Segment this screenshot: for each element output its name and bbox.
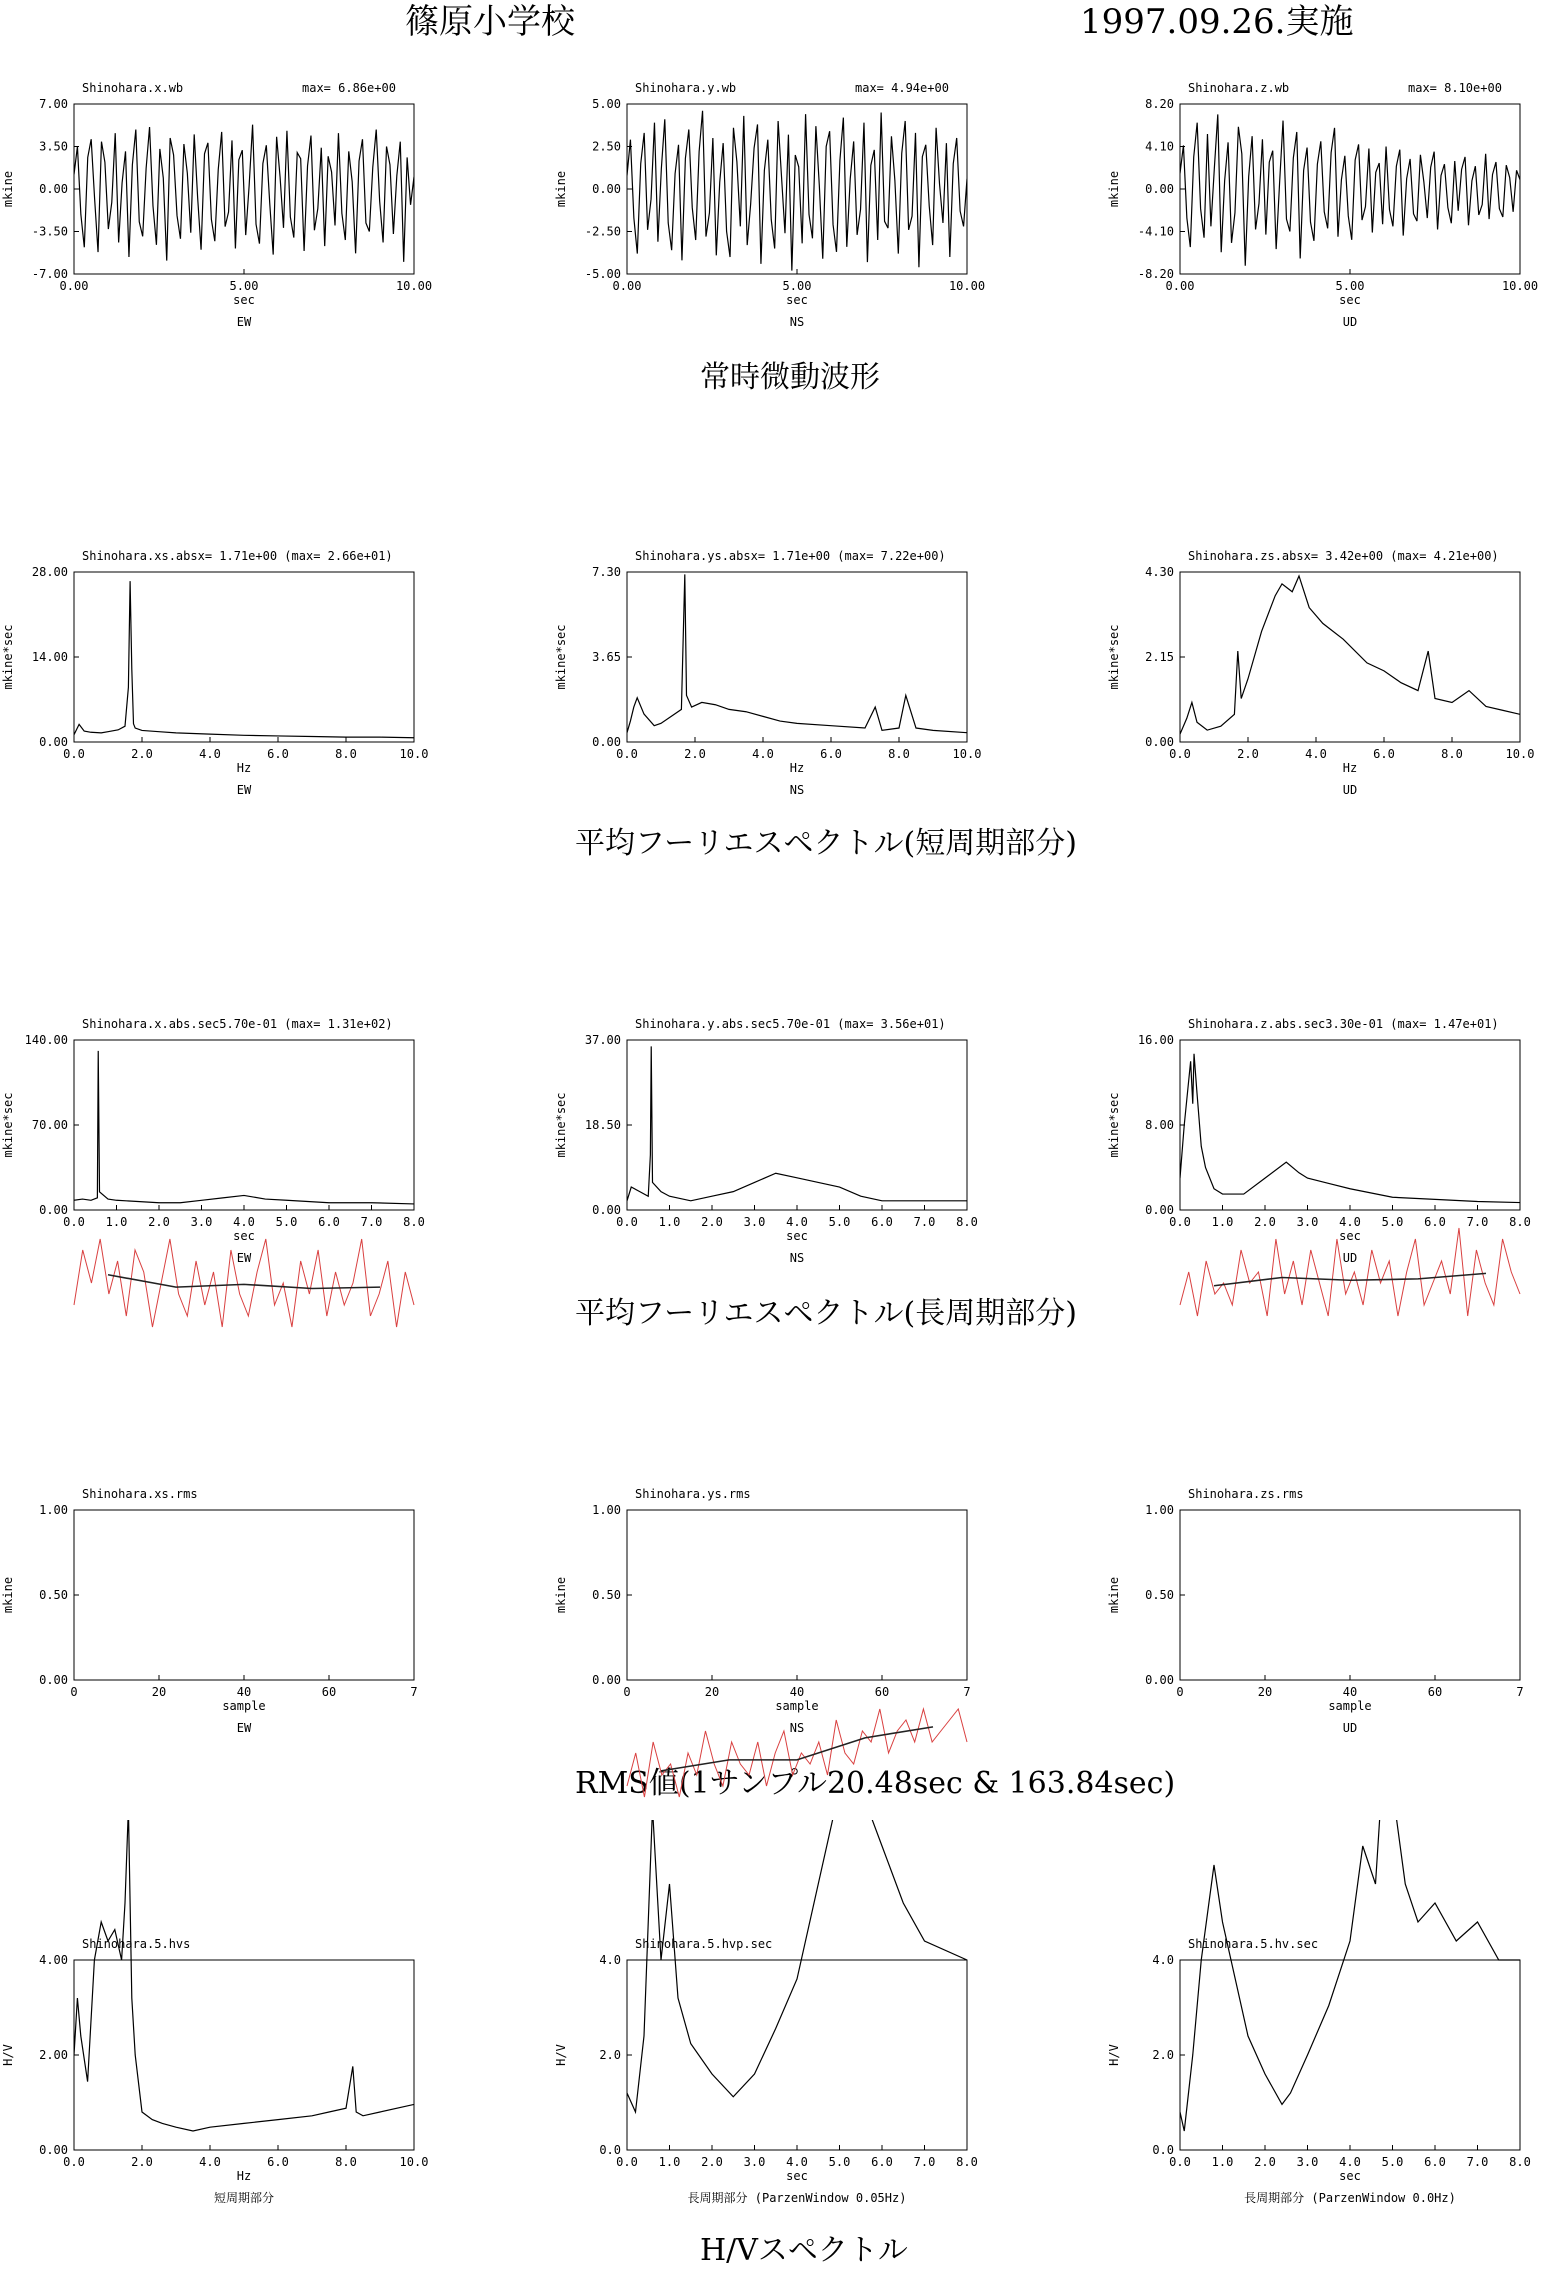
x-axis-label: sec	[233, 1229, 255, 1243]
y-tick-label: 0.00	[592, 735, 621, 749]
x-axis-label: sec	[233, 293, 255, 307]
x-tick-label: 6.0	[871, 2155, 893, 2169]
chart-title: Shinohara.5.hvs	[82, 1937, 191, 1951]
x-tick-label: 10.0	[399, 2155, 429, 2169]
x-tick-label: 2.0	[131, 2155, 153, 2169]
x-tick-label: 60	[874, 1685, 890, 1699]
y-tick-label: 4.0	[599, 1953, 621, 1967]
plot-frame	[627, 1510, 967, 1680]
survey-date: 1997.09.26.実施	[1080, 2, 1354, 42]
y-tick-label: 1.00	[1145, 1503, 1174, 1517]
x-tick-label: 4.0	[752, 747, 774, 761]
x-tick-label: 0	[1176, 1685, 1184, 1699]
x-tick-label: 8.0	[956, 1215, 978, 1229]
data-line	[1180, 1054, 1520, 1203]
y-axis-label: mkine*sec	[554, 1092, 568, 1158]
chart-4	[74, 572, 414, 742]
component-label: UD	[1342, 1251, 1358, 1265]
x-tick-label: 0.0	[616, 2155, 638, 2169]
x-tick-label: 3.0	[1296, 2155, 1319, 2169]
y-tick-label: -3.50	[31, 224, 68, 239]
x-tick-label: 40	[789, 1685, 805, 1699]
plot-frame	[627, 572, 967, 742]
x-tick-label: 3.0	[190, 1215, 213, 1229]
x-tick-label: 0.0	[63, 747, 85, 761]
y-tick-label: 4.30	[1145, 565, 1174, 579]
chart-2	[627, 104, 967, 274]
chart-title: Shinohara.xs.absx= 1.71e+00 (max= 2.66e+01)	[82, 549, 393, 563]
x-tick-label: 7.0	[913, 1215, 936, 1229]
x-tick-label: 6.0	[267, 747, 289, 761]
x-tick-label: 2.0	[148, 1215, 170, 1229]
x-tick-label: 4.0	[233, 1215, 255, 1229]
x-tick-label: 8.0	[1509, 1215, 1531, 1229]
x-tick-label: 20	[151, 1685, 167, 1699]
chart-9	[1180, 1040, 1520, 1316]
x-tick-label: 6.0	[1424, 2155, 1446, 2169]
y-tick-label: -7.00	[31, 267, 68, 281]
y-tick-label: 140.00	[24, 1033, 68, 1047]
x-tick-label: 7	[410, 1685, 418, 1699]
chart-7	[74, 1040, 414, 1327]
component-label: NS	[789, 783, 805, 797]
plot-frame	[74, 572, 414, 742]
x-tick-label: 10.0	[952, 747, 982, 761]
y-axis-label: mkine	[1, 170, 15, 208]
x-axis-label: sec	[786, 293, 808, 307]
x-tick-label: 40	[236, 1685, 252, 1699]
y-tick-label: 3.65	[592, 650, 621, 664]
component-label: UD	[1342, 783, 1358, 797]
chart-max-label: max= 8.10e+00	[1408, 81, 1502, 95]
x-tick-label: 0.0	[616, 747, 638, 761]
y-tick-label: 0.00	[592, 1203, 621, 1217]
chart-title: Shinohara.zs.rms	[1188, 1487, 1304, 1501]
x-tick-label: 4.0	[199, 2155, 221, 2169]
y-tick-label: 0.00	[39, 1203, 68, 1217]
chart-14	[627, 1778, 967, 2150]
x-tick-label: 2.0	[1254, 1215, 1276, 1229]
x-tick-label: 0.00	[612, 279, 642, 293]
x-tick-label: 5.0	[275, 1215, 298, 1229]
chart-title: Shinohara.y.wb	[635, 81, 737, 95]
chart-5	[627, 572, 967, 742]
x-tick-label: 2.0	[131, 747, 153, 761]
y-tick-label: 0.00	[1145, 1673, 1174, 1687]
x-tick-label: 8.0	[403, 1215, 425, 1229]
x-tick-label: 10.00	[395, 279, 433, 293]
y-tick-label: -2.50	[584, 224, 621, 239]
y-tick-label: 2.0	[599, 2048, 621, 2062]
x-tick-label: 8.0	[1509, 2155, 1531, 2169]
plot-frame	[74, 1040, 414, 1210]
y-tick-label: 8.20	[1145, 97, 1174, 111]
y-tick-label: -4.10	[1137, 224, 1174, 239]
y-axis-label: mkine	[1107, 170, 1121, 208]
x-tick-label: 2.0	[701, 1215, 723, 1229]
x-axis-label: Hz	[1342, 761, 1358, 775]
y-axis-label: mkine	[554, 170, 568, 208]
chart-title: Shinohara.ys.absx= 1.71e+00 (max= 7.22e+00)	[635, 549, 946, 563]
x-tick-label: 5.0	[1381, 2155, 1404, 2169]
data-line	[1180, 576, 1520, 734]
x-tick-label: 6.0	[318, 1215, 340, 1229]
x-axis-label: sec	[786, 2169, 808, 2183]
x-tick-label: 0.0	[1169, 747, 1191, 761]
y-tick-label: 7.00	[39, 97, 68, 111]
x-tick-label: 0	[623, 1685, 631, 1699]
x-tick-label: 2.0	[684, 747, 706, 761]
x-tick-label: 10.00	[948, 279, 986, 293]
y-axis-label: H/V	[1107, 2044, 1121, 2066]
x-tick-label: 10.0	[399, 747, 429, 761]
plot-frame	[1180, 1040, 1520, 1210]
y-axis-label: H/V	[1, 2044, 15, 2066]
x-tick-label: 6.0	[1373, 747, 1395, 761]
x-tick-label: 4.0	[1339, 2155, 1361, 2169]
y-tick-label: 14.00	[31, 650, 68, 664]
x-tick-label: 20	[704, 1685, 720, 1699]
y-tick-label: 0.50	[1145, 1588, 1174, 1602]
x-tick-label: 6.0	[871, 1215, 893, 1229]
x-tick-label: 4.0	[1339, 1215, 1361, 1229]
x-axis-label: sec	[786, 1229, 808, 1243]
x-tick-label: 6.0	[267, 2155, 289, 2169]
plot-frame	[1180, 1510, 1520, 1680]
chart-title: Shinohara.x.wb	[82, 81, 184, 95]
data-line	[627, 574, 967, 732]
y-axis-label: mkine*sec	[1, 1092, 15, 1158]
x-tick-label: 5.0	[1381, 1215, 1404, 1229]
y-tick-label: 0.00	[39, 182, 68, 196]
x-tick-label: 8.0	[335, 2155, 357, 2169]
x-tick-label: 4.0	[786, 2155, 808, 2169]
y-axis-label: mkine	[1, 1576, 15, 1614]
x-axis-label: sample	[775, 1699, 819, 1713]
x-axis-label: Hz	[236, 761, 252, 775]
x-tick-label: 3.0	[743, 2155, 766, 2169]
x-axis-label: Hz	[789, 761, 805, 775]
y-tick-label: 1.00	[592, 1503, 621, 1517]
x-tick-label: 4.0	[1305, 747, 1327, 761]
chart-title: Shinohara.5.hvp.sec	[635, 1937, 773, 1951]
y-tick-label: 0.00	[39, 1673, 68, 1687]
section-title-waveform: 常時微動波形	[700, 360, 880, 395]
x-tick-label: 8.0	[956, 2155, 978, 2169]
chart-11	[627, 1510, 967, 1797]
chart-max-label: max= 6.86e+00	[302, 81, 396, 95]
y-axis-label: mkine*sec	[1, 624, 15, 690]
section-title-rms: RMS値(1サンプル20.48sec & 163.84sec)	[575, 1766, 1176, 1801]
data-line	[74, 125, 414, 262]
section-title-long-fourier: 平均フーリエスペクトル(長周期部分)	[575, 1296, 1077, 1331]
y-tick-label: 8.00	[1145, 1118, 1174, 1132]
chart-max-label: max= 4.94e+00	[855, 81, 949, 95]
chart-12	[1180, 1510, 1520, 1680]
chart-title: Shinohara.xs.rms	[82, 1487, 198, 1501]
plot-frame	[74, 1510, 414, 1680]
school-title: 篠原小学校	[405, 2, 575, 42]
y-tick-label: 0.50	[39, 1588, 68, 1602]
x-tick-label: 0.00	[1165, 279, 1195, 293]
component-label: NS	[789, 1251, 805, 1265]
x-axis-label: sample	[222, 1699, 266, 1713]
x-tick-label: 7	[1516, 1685, 1524, 1699]
x-axis-label: sample	[1328, 1699, 1372, 1713]
y-tick-label: 2.00	[39, 2048, 68, 2062]
x-tick-label: 10.00	[1501, 279, 1539, 293]
y-tick-label: 7.30	[592, 565, 621, 579]
chart-title: Shinohara.y.abs.sec5.70e-01 (max= 3.56e+01)	[635, 1017, 946, 1031]
y-axis-label: mkine*sec	[554, 624, 568, 690]
chart-8	[627, 1040, 967, 1210]
x-axis-label: sec	[1339, 2169, 1361, 2183]
x-axis-label: sec	[1339, 1229, 1361, 1243]
x-tick-label: 3.0	[743, 1215, 766, 1229]
y-axis-label: mkine	[1107, 1576, 1121, 1614]
x-tick-label: 7.0	[360, 1215, 383, 1229]
y-tick-label: -8.20	[1137, 267, 1174, 281]
component-label: UD	[1342, 1721, 1358, 1735]
chart-title: Shinohara.z.wb	[1188, 81, 1290, 95]
y-tick-label: 70.00	[31, 1118, 68, 1132]
x-tick-label: 8.0	[888, 747, 910, 761]
x-tick-label: 1.0	[1211, 1215, 1234, 1229]
x-tick-label: 2.0	[701, 2155, 723, 2169]
x-tick-label: 5.00	[1335, 279, 1365, 293]
x-tick-label: 40	[1342, 1685, 1358, 1699]
component-label: EW	[236, 1721, 252, 1735]
x-tick-label: 0	[70, 1685, 78, 1699]
y-axis-label: H/V	[554, 2044, 568, 2066]
plot-frame	[627, 104, 967, 274]
x-tick-label: 7.0	[913, 2155, 936, 2169]
component-label: NS	[789, 315, 805, 329]
x-tick-label: 1.0	[1211, 2155, 1234, 2169]
chart-13	[74, 1808, 414, 2150]
x-tick-label: 5.00	[229, 279, 259, 293]
y-tick-label: 1.00	[39, 1503, 68, 1517]
component-label: EW	[236, 315, 252, 329]
x-tick-label: 7.0	[1466, 2155, 1489, 2169]
plot-frame	[1180, 1960, 1520, 2150]
y-tick-label: 0.00	[592, 182, 621, 196]
data-line	[627, 111, 967, 271]
data-line	[74, 1051, 414, 1204]
component-label: EW	[236, 783, 252, 797]
y-tick-label: 2.0	[1152, 2048, 1174, 2062]
component-label: 短周期部分	[213, 2191, 275, 2205]
chart-title: Shinohara.5.hv.sec	[1188, 1937, 1319, 1951]
x-tick-label: 3.0	[1296, 1215, 1319, 1229]
y-axis-label: mkine*sec	[1107, 624, 1121, 690]
plot-frame	[627, 1040, 967, 1210]
section-title-hv: H/Vスペクトル	[700, 2233, 908, 2268]
y-tick-label: 0.00	[39, 2143, 68, 2157]
plot-frame	[627, 1960, 967, 2150]
y-tick-label: 2.50	[592, 139, 621, 154]
component-label: UD	[1342, 315, 1358, 329]
plot-frame	[74, 1960, 414, 2150]
y-tick-label: 18.50	[584, 1118, 621, 1132]
y-tick-label: 3.50	[39, 139, 68, 154]
y-tick-label: 0.50	[592, 1588, 621, 1602]
x-axis-label: sec	[1339, 293, 1361, 307]
chart-title: Shinohara.x.abs.sec5.70e-01 (max= 1.31e+02)	[82, 1017, 393, 1031]
x-tick-label: 20	[1257, 1685, 1273, 1699]
y-tick-label: 4.00	[39, 1953, 68, 1967]
x-tick-label: 0.0	[63, 1215, 85, 1229]
y-tick-label: 0.00	[1145, 735, 1174, 749]
y-tick-label: 0.0	[1152, 2143, 1174, 2157]
plot-frame	[1180, 104, 1520, 274]
y-tick-label: 2.15	[1145, 650, 1174, 664]
component-label: NS	[789, 1721, 805, 1735]
y-tick-label: 0.0	[599, 2143, 621, 2157]
y-tick-label: 4.0	[1152, 1953, 1174, 1967]
x-tick-label: 2.0	[1254, 2155, 1276, 2169]
data-line	[74, 581, 414, 738]
x-tick-label: 5.00	[782, 279, 812, 293]
x-tick-label: 60	[321, 1685, 337, 1699]
y-tick-label: 5.00	[592, 97, 621, 111]
x-tick-label: 1.0	[658, 1215, 681, 1229]
chart-title: Shinohara.zs.absx= 3.42e+00 (max= 4.21e+00)	[1188, 549, 1499, 563]
data-line	[74, 1808, 414, 2131]
y-tick-label: 37.00	[584, 1033, 621, 1047]
y-tick-label: 4.10	[1145, 139, 1174, 154]
x-tick-label: 2.0	[1237, 747, 1259, 761]
x-tick-label: 5.0	[828, 2155, 851, 2169]
x-tick-label: 6.0	[1424, 1215, 1446, 1229]
x-tick-label: 7	[963, 1685, 971, 1699]
data-line	[1180, 114, 1520, 265]
chart-3	[1180, 104, 1520, 274]
x-tick-label: 0.0	[1169, 1215, 1191, 1229]
x-tick-label: 10.0	[1505, 747, 1535, 761]
component-label: 長周期部分 (ParzenWindow 0.0Hz)	[1244, 2191, 1456, 2205]
x-tick-label: 4.0	[786, 1215, 808, 1229]
x-tick-label: 0.0	[1169, 2155, 1191, 2169]
data-line	[627, 1046, 967, 1200]
chart-6	[1180, 572, 1520, 742]
y-axis-label: mkine*sec	[1107, 1092, 1121, 1158]
y-tick-label: 16.00	[1137, 1033, 1174, 1047]
chart-1	[74, 104, 414, 274]
chart-title: Shinohara.z.abs.sec3.30e-01 (max= 1.47e+01)	[1188, 1017, 1499, 1031]
chart-10	[74, 1510, 414, 1680]
y-tick-label: -5.00	[584, 267, 621, 281]
x-tick-label: 60	[1427, 1685, 1443, 1699]
chart-title: Shinohara.ys.rms	[635, 1487, 751, 1501]
y-tick-label: 0.00	[1145, 182, 1174, 196]
y-tick-label: 0.00	[592, 1673, 621, 1687]
section-title-short-fourier: 平均フーリエスペクトル(短周期部分)	[575, 826, 1077, 861]
x-tick-label: 1.0	[658, 2155, 681, 2169]
x-tick-label: 6.0	[820, 747, 842, 761]
x-tick-label: 0.0	[616, 1215, 638, 1229]
component-label: EW	[236, 1251, 252, 1265]
x-tick-label: 1.0	[105, 1215, 128, 1229]
x-tick-label: 0.00	[59, 279, 89, 293]
x-tick-label: 8.0	[335, 747, 357, 761]
y-tick-label: 0.00	[39, 735, 68, 749]
x-tick-label: 5.0	[828, 1215, 851, 1229]
x-tick-label: 7.0	[1466, 1215, 1489, 1229]
y-tick-label: 28.00	[31, 565, 68, 579]
x-tick-label: 0.0	[63, 2155, 85, 2169]
y-tick-label: 0.00	[1145, 1203, 1174, 1217]
y-axis-label: mkine	[554, 1576, 568, 1614]
component-label: 長周期部分 (ParzenWindow 0.05Hz)	[687, 2191, 907, 2205]
x-axis-label: Hz	[236, 2169, 252, 2183]
x-tick-label: 8.0	[1441, 747, 1463, 761]
x-tick-label: 4.0	[199, 747, 221, 761]
